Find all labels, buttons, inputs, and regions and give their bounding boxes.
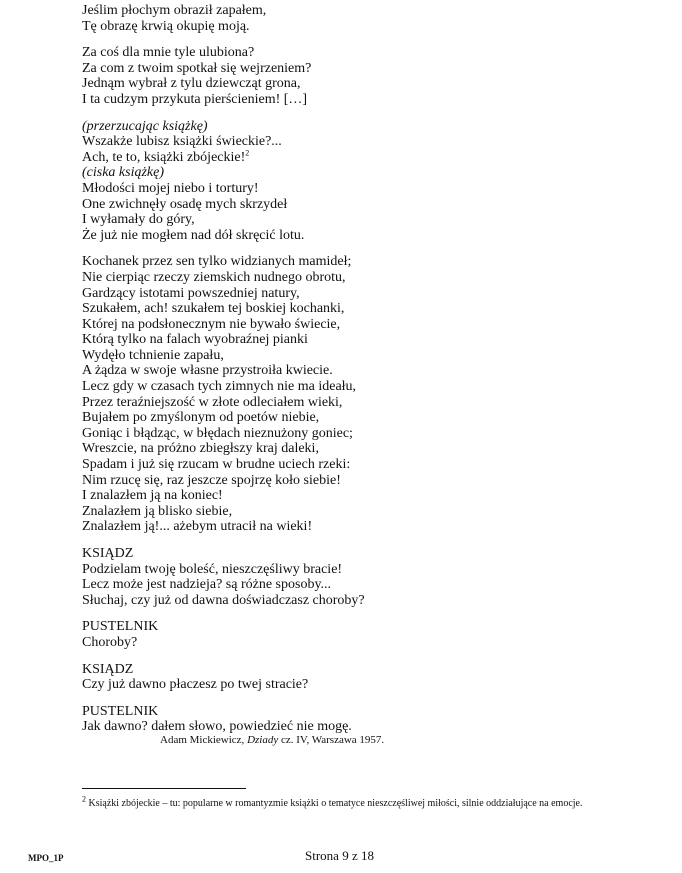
poem-line: Jak dawno? dałem słowo, powiedzieć nie mogę. xyxy=(82,719,352,735)
poem-line: Lecz może jest nadzieja? są różne sposoby... xyxy=(82,577,332,593)
poem-line: Choroby? xyxy=(82,634,138,650)
stage-direction: (ciska książkę) xyxy=(82,165,165,181)
poem-line: Jeślim płochym obraził zapałem, xyxy=(82,3,267,18)
footnote-reference: 2 xyxy=(245,148,250,158)
poem-line: Goniąc i błądząc, w błędach nieznużony goniec; xyxy=(82,425,353,441)
dialogue-block-1 xyxy=(82,546,642,608)
poem-line: Kochanek przez sen tylko widzianych mamideł; xyxy=(82,254,352,270)
poem-line: Nie cierpiąc rzeczy ziemskich nudnego obrotu, xyxy=(82,269,346,285)
speaker-name: PUSTELNIK xyxy=(82,703,159,719)
footnote-text: Książki zbójeckie – tu: popularne w romantyzmie książki o tematyce nieszczęśliwej miłości, silnie oddziałujące na emocje. xyxy=(86,798,583,809)
poem-line: I znalazłem ją na koniec! xyxy=(82,488,223,504)
footnote-divider xyxy=(82,788,246,789)
poem-line-with-footnote xyxy=(82,150,642,166)
poem-line: Lecz gdy w czasach tych zimnych nie ma ideału, xyxy=(82,379,357,395)
poem-line: Jednąm wybrał z tylu dziewcząt grona, xyxy=(82,76,301,92)
poem-line: Spadam i już się rzucam w brudne uciech rzeki: xyxy=(82,457,351,473)
footnote-mark: 2 xyxy=(82,794,86,804)
poem-line: Znalazłem ją!... ażebym utracił na wieki! xyxy=(82,519,313,535)
poem-text xyxy=(82,3,642,746)
poem-line: Której na podsłonecznym nie bywało świecie, xyxy=(82,316,341,332)
poem-line: Za com z twoim spotkał się wejrzeniem? xyxy=(82,60,312,76)
poem-line: I wyłamały do góry, xyxy=(82,212,195,228)
poem-line: Wszakże lubisz książki świeckie?... xyxy=(82,134,282,150)
speaker-name: PUSTELNIK xyxy=(82,619,159,635)
poem-line: One zwichnęły osadę mych skrzydeł xyxy=(82,196,288,212)
poem-line: Przez teraźniejszość w złote odleciałem wieki, xyxy=(82,394,343,410)
poem-line: A żądza w swoje własne przystroiła kwiecie. xyxy=(82,363,333,379)
poem-line: Za coś dla mnie tyle ulubiona? xyxy=(82,45,255,61)
attribution-title: Dziady xyxy=(247,734,279,746)
attribution-details: cz. IV, Warszawa 1957. xyxy=(278,734,385,746)
speaker-name: KSIĄDZ xyxy=(82,661,134,677)
page-number: Strona 9 z 18 xyxy=(305,848,374,863)
poem-line: Że już nie mogłem nad dół skręcić lotu. xyxy=(82,227,305,243)
poem-line-text: Ach, te to, książki zbójeckie! xyxy=(82,149,246,165)
poem-line: Gardzący istotami powszedniej natury, xyxy=(82,285,300,301)
stage-direction: (przerzucając książkę) xyxy=(82,118,208,134)
poem-line: Wreszcie, na próżno zbiegłszy kraj daleki, xyxy=(82,441,319,457)
poem-line: I ta cudzym przykuta pierścieniem! […] xyxy=(82,91,308,107)
poem-line: Czy już dawno płaczesz po twej stracie? xyxy=(82,677,309,693)
stanza-1 xyxy=(82,3,642,34)
stanza-2 xyxy=(82,45,642,107)
stanza-3 xyxy=(82,119,642,244)
poem-line: Nim rzucę się, raz jeszcze spojrzę koło siebie! xyxy=(82,472,341,488)
poem-line: Młodości mojej niebo i tortury! xyxy=(82,180,259,196)
poem-line: Którą tylko na falach wyobraźnej pianki xyxy=(82,332,308,348)
poem-line: Tę obrazę krwią okupię moją. xyxy=(82,18,250,34)
poem-line: Słuchaj, czy już od dawna doświadczasz choroby? xyxy=(82,592,365,608)
dialogue-block-4 xyxy=(82,704,642,735)
footnote xyxy=(82,794,602,810)
poem-line: Szukałem, ach! szukałem tej boskiej kochanki, xyxy=(82,301,345,317)
poem-line: Wydęło tchnienie zapału, xyxy=(82,347,224,363)
poem-line: Bujałem po zmyślonym od poetów niebie, xyxy=(82,410,320,426)
dialogue-block-2 xyxy=(82,619,642,650)
attribution-author: Adam Mickiewicz, xyxy=(160,734,248,746)
poem-line: Podzielam twoję boleść, nieszczęśliwy bracie! xyxy=(82,561,343,577)
source-attribution xyxy=(160,733,384,747)
poem-line: Znalazłem ją blisko siebie, xyxy=(82,503,233,519)
speaker-name: KSIĄDZ xyxy=(82,546,134,561)
dialogue-block-3 xyxy=(82,662,642,693)
stanza-4 xyxy=(82,254,642,535)
document-code: MPO_1P xyxy=(28,853,64,863)
